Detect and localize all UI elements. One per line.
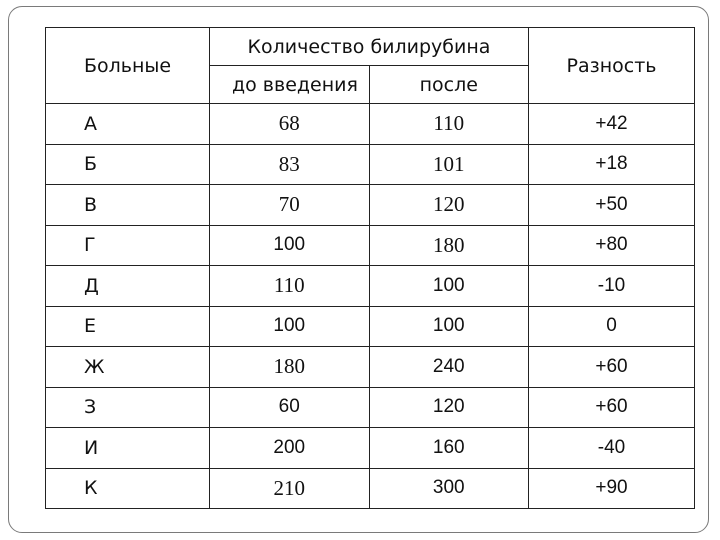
cell-difference: +50 (529, 185, 695, 226)
table-row (46, 266, 695, 307)
cell-patient: Е (46, 306, 210, 347)
cell-after: 110 (369, 104, 529, 145)
cell-patient: И (46, 428, 210, 469)
header-bilirubin-group: Количество билирубина (210, 28, 529, 66)
cell-patient: В (46, 185, 210, 226)
cell-before: 68 (210, 104, 370, 145)
cell-after: 100 (369, 266, 529, 307)
table-row (46, 144, 695, 185)
cell-difference: 0 (529, 306, 695, 347)
cell-after: 120 (369, 185, 529, 226)
table-row (46, 225, 695, 266)
cell-difference: +80 (529, 225, 695, 266)
cell-difference: +60 (529, 347, 695, 388)
cell-patient: Д (46, 266, 210, 307)
header-before: до введения (210, 66, 370, 104)
cell-patient: Г (46, 225, 210, 266)
cell-before: 110 (210, 266, 370, 307)
table-row (46, 104, 695, 145)
cell-patient: З (46, 387, 210, 428)
cell-after: 100 (369, 306, 529, 347)
cell-patient: К (46, 468, 210, 509)
cell-patient: Б (46, 144, 210, 185)
table-body (46, 104, 695, 509)
header-after: после (369, 66, 529, 104)
cell-after: 160 (369, 428, 529, 469)
cell-difference: +18 (529, 144, 695, 185)
header-row-top (46, 28, 695, 66)
bilirubin-table (45, 27, 695, 509)
cell-before: 200 (210, 428, 370, 469)
cell-difference: -10 (529, 266, 695, 307)
cell-after: 240 (369, 347, 529, 388)
cell-after: 120 (369, 387, 529, 428)
cell-before: 180 (210, 347, 370, 388)
cell-after: 300 (369, 468, 529, 509)
table-row (46, 185, 695, 226)
cell-before: 100 (210, 225, 370, 266)
cell-after: 101 (369, 144, 529, 185)
table-row (46, 428, 695, 469)
table-row (46, 306, 695, 347)
cell-after: 180 (369, 225, 529, 266)
cell-patient: А (46, 104, 210, 145)
table-row (46, 347, 695, 388)
cell-difference: +42 (529, 104, 695, 145)
cell-patient: Ж (46, 347, 210, 388)
cell-before: 100 (210, 306, 370, 347)
cell-before: 210 (210, 468, 370, 509)
cell-difference: -40 (529, 428, 695, 469)
cell-difference: +90 (529, 468, 695, 509)
cell-difference: +60 (529, 387, 695, 428)
header-difference: Разность (529, 28, 695, 104)
table-row (46, 468, 695, 509)
header-patients: Больные (46, 28, 210, 104)
table-row (46, 387, 695, 428)
slide-frame (8, 6, 709, 533)
cell-before: 83 (210, 144, 370, 185)
cell-before: 70 (210, 185, 370, 226)
cell-before: 60 (210, 387, 370, 428)
